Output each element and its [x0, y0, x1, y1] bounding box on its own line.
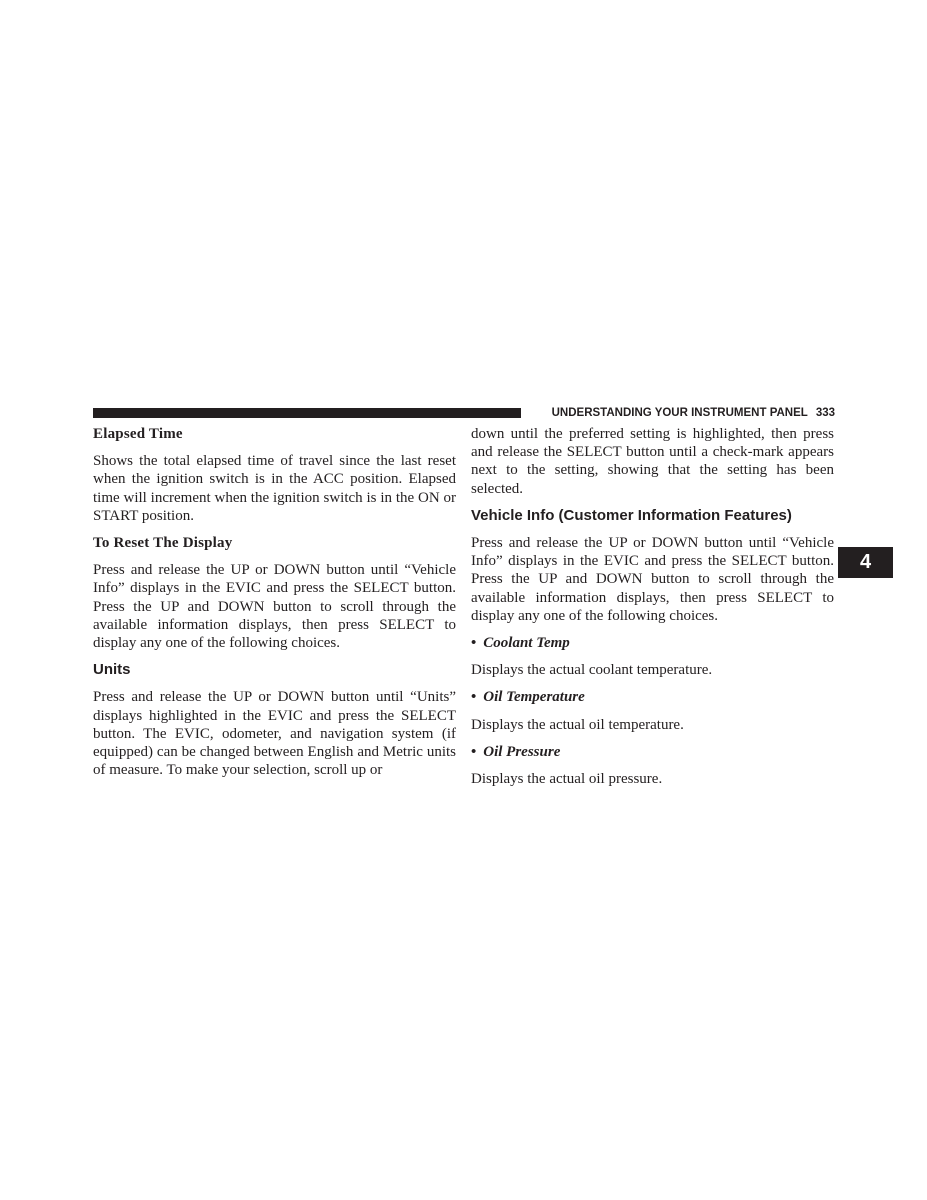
reset-display-heading: To Reset The Display [93, 535, 233, 552]
vehicle-info-text: Press and release the UP or DOWN button until “Vehicle Info” displays in the EVIC and press the SELECT button. Press the UP and DOWN button to scroll through the available information displays, then press SELECT to display any one of the following choices. [471, 535, 834, 624]
elapsed-time-text: Shows the total elapsed time of travel since the last reset when the ignition switch is in the ACC position. Elapsed time will increment when the ignition switch is in the ON or START position. [93, 453, 456, 524]
header-rule [93, 408, 521, 418]
bullet-dot: • [471, 689, 477, 706]
vehicle-info-heading: Vehicle Info (Customer Information Features) [471, 506, 792, 524]
section-title: UNDERSTANDING YOUR INSTRUMENT PANEL [551, 407, 808, 419]
bullet-dot: • [471, 743, 477, 760]
units-text: Press and release the UP or DOWN button until “Units” displays highlighted in the EVIC and press the SELECT button. The EVIC, odometer, and navigation system (if equipped) can be changed between English and Metric units of measure. To make your selection, scroll up or [93, 689, 456, 779]
reset-display-text: Press and release the UP or DOWN button until “Vehicle Info” displays in the EVIC and press the SELECT button. Press the UP and DOWN button to scroll through the available information displays, then press SELECT to display any one of the following choices. [93, 562, 456, 652]
oil-pressure-label: Oil Pressure [483, 743, 561, 760]
elapsed-time-heading: Elapsed Time [93, 426, 183, 442]
page-number: 333 [815, 407, 835, 419]
units-heading: Units [93, 661, 131, 679]
bullet-oil-temperature [471, 688, 834, 706]
coolant-temp-text: Displays the actual coolant temperature. [471, 662, 713, 679]
bullet-coolant-temp [471, 634, 834, 652]
right-column [471, 425, 834, 797]
oil-temperature-label: Oil Temperature [483, 689, 585, 706]
coolant-temp-label: Coolant Temp [483, 635, 570, 652]
oil-pressure-text: Displays the actual oil pressure. [471, 771, 663, 788]
left-column [93, 425, 456, 788]
units-continuation-text: down until the preferred setting is highlighted, then press and release the SELECT button until a check-mark appears next to the setting, showing that the setting has been selected. [471, 426, 834, 497]
bullet-dot: • [471, 635, 477, 652]
chapter-tab: 4 [838, 547, 893, 578]
bullet-oil-pressure [471, 743, 834, 761]
oil-temperature-text: Displays the actual oil temperature. [471, 716, 684, 733]
running-header [530, 405, 835, 421]
